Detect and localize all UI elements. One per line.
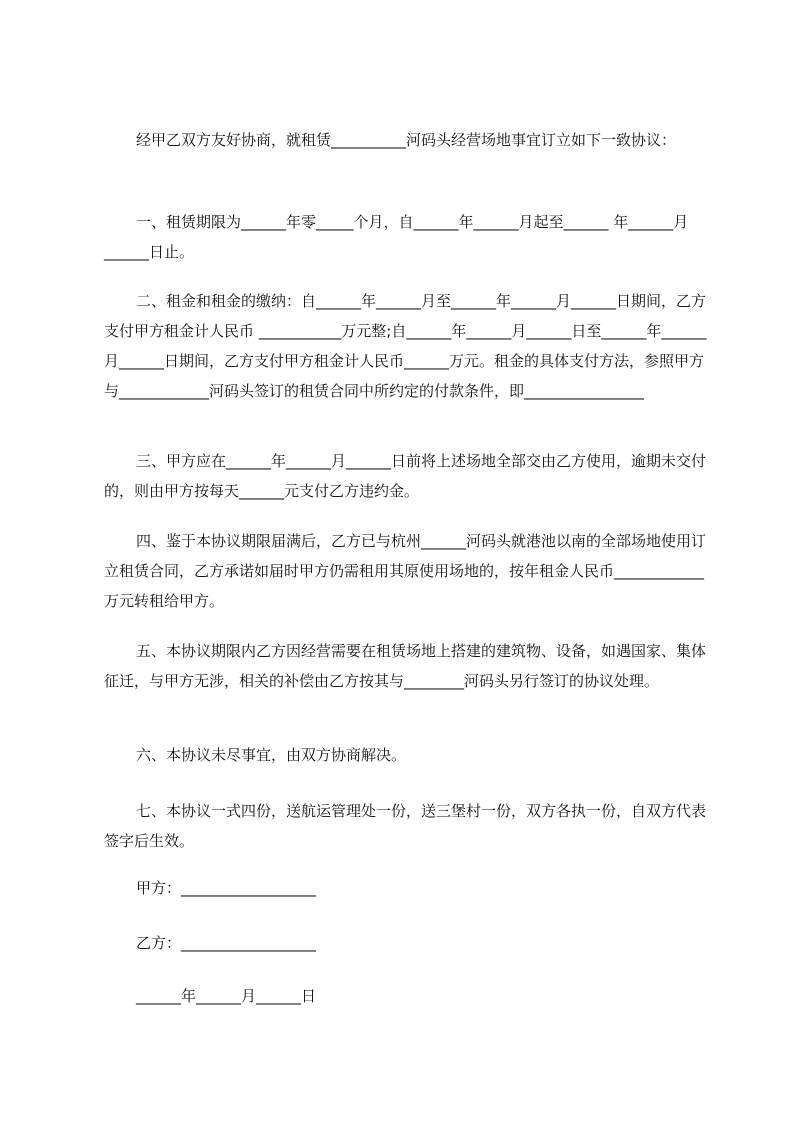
signature-party-a: 甲方：__________________ (136, 879, 317, 897)
paragraph-misc: 六、本协议未尽事宜，由双方协商解决。 (136, 746, 407, 764)
paragraph-copies: 七、本协议一式四份，送航运管理处一份，送三堡村一份，双方各执一份，自双方代表签字后生效。 (104, 802, 707, 850)
signature-party-b: 乙方：__________________ (136, 934, 317, 952)
paragraph-intro: 经甲乙双方友好协商，就租赁__________河码头经营场地事宜订立如下一致协议： (136, 131, 677, 149)
signature-date: ______年______月______日 (136, 987, 317, 1005)
paragraph-sublease: 四、鉴于本协议期限届满后，乙方已与杭州______河码头就港池以南的全部场地使用订立租赁合同，乙方承诺如届时甲方仍需租用其原使用场地的，按年租金人民币____________万元转租给甲方。 (104, 532, 707, 610)
paragraph-lease-term: 一、租赁期限为______年零_____个月，自______年______月起至______ 年______月______日止。 (104, 213, 689, 261)
paragraph-rent-payment: 二、租金和租金的缴纳：自______年______月至______年______月______日期间，乙方支付甲方租金计人民币 ___________万元整;自______年______月______日至______年______月______日期间，乙方支付甲方租金计人民币______万元。租金的具体支付方法，参照甲方与____________河码头签订的租赁合同中所约定的付款条件，即________________ (104, 292, 707, 400)
paragraph-relocation: 五、本协议期限内乙方因经营需要在租赁场地上搭建的建筑物、设备，如遇国家、集体征迁，与甲方无涉，相关的补偿由乙方按其与________河码头另行签订的协议处理。 (104, 642, 707, 690)
paragraph-handover: 三、甲方应在______年______月______日前将上述场地全部交由乙方使用，逾期未交付的，则由甲方按每天______元支付乙方违约金。 (104, 452, 707, 500)
